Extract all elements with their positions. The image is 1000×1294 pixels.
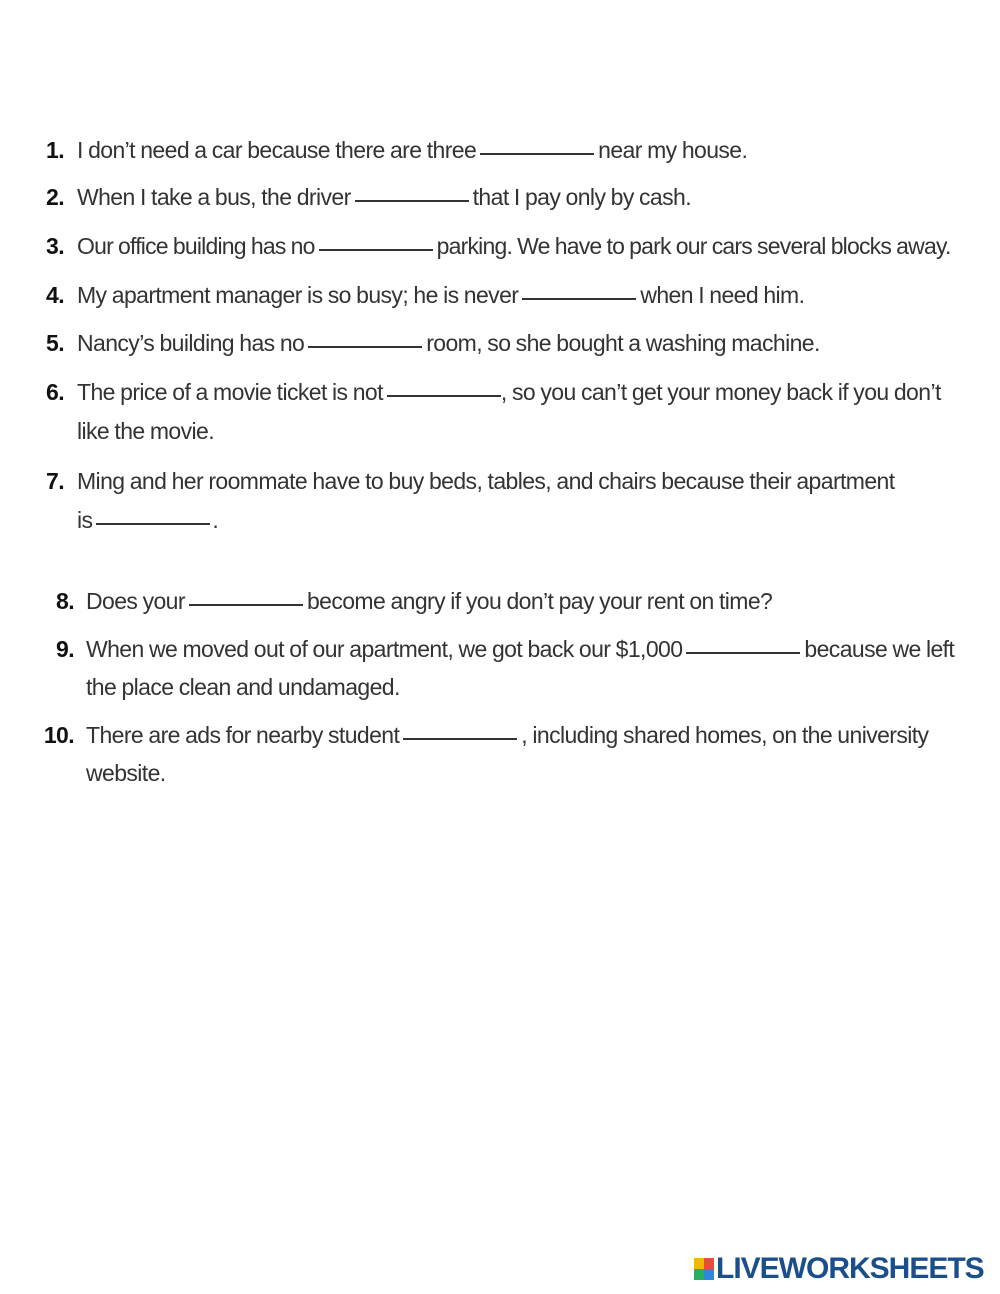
question-text: , so you can’t get your money back if you don’t	[500, 379, 941, 405]
answer-input-7[interactable]	[96, 512, 210, 534]
liveworksheets-logo[interactable]	[694, 1254, 984, 1284]
logo-square-2	[704, 1258, 714, 1269]
question-number: 6.	[46, 379, 64, 405]
question-number: 9.	[56, 636, 74, 662]
question-text-continued: website.	[86, 760, 166, 786]
answer-input-6[interactable]	[387, 384, 501, 406]
answer-input-10[interactable]	[403, 727, 517, 749]
question-text-continued: is	[77, 507, 93, 533]
answer-input-2[interactable]	[355, 189, 469, 211]
answer-blank-9[interactable]	[686, 630, 800, 654]
question-text: , including shared homes, on the university	[521, 722, 929, 748]
question-text: .	[212, 507, 219, 533]
question-text-continued: the place clean and undamaged.	[86, 674, 400, 700]
question-number: 7.	[46, 468, 64, 494]
answer-input-8[interactable]	[189, 593, 303, 615]
answer-input-4[interactable]	[522, 287, 636, 309]
question-text: Nancy’s building has no	[77, 330, 305, 356]
question-text: that I pay only by cash.	[472, 184, 691, 210]
logo-square-4	[704, 1269, 714, 1280]
logo-square-1	[694, 1258, 704, 1269]
answer-blank-10[interactable]	[403, 716, 517, 740]
question-text: When we moved out of our apartment, we got back our $1,000	[86, 636, 683, 662]
question-text: The price of a movie ticket is not	[77, 379, 383, 405]
answer-input-5[interactable]	[308, 335, 422, 357]
question-text: become angry if you don’t pay your rent on time?	[306, 588, 773, 614]
logo-text: LIVEWORKSHEETS	[716, 1252, 984, 1285]
question-number: 8.	[56, 588, 74, 614]
question-number: 3.	[46, 233, 64, 259]
answer-input-1[interactable]	[480, 142, 594, 164]
question-text: When I take a bus, the driver	[77, 184, 351, 210]
answer-blank-5[interactable]	[308, 324, 422, 348]
question-text: My apartment manager is so busy; he is never	[77, 282, 519, 308]
question-number: 10.	[43, 722, 74, 748]
question-text: near my house.	[598, 137, 748, 163]
question-text: I don’t need a car because there are three	[77, 137, 477, 163]
question-number: 1.	[46, 137, 64, 163]
answer-blank-1[interactable]	[480, 131, 594, 155]
liveworksheets-logo-icon	[694, 1258, 714, 1280]
question-text: parking. We have to park our cars several blocks away.	[436, 233, 951, 259]
question-text: Ming and her roommate have to buy beds, tables, and chairs because their apartment	[77, 468, 895, 494]
question-text: There are ads for nearby student	[86, 722, 400, 748]
question-number: 5.	[46, 330, 64, 356]
answer-blank-3[interactable]	[319, 227, 433, 251]
question-number: 4.	[46, 282, 64, 308]
answer-blank-7[interactable]	[96, 501, 210, 525]
answer-blank-4[interactable]	[522, 276, 636, 300]
answer-blank-8[interactable]	[189, 582, 303, 606]
question-text-continued: like the movie.	[77, 418, 215, 444]
question-text: when I need him.	[640, 282, 805, 308]
question-text: because we left	[804, 636, 955, 662]
question-text: Does your	[86, 588, 185, 614]
question-text: room, so she bought a washing machine.	[426, 330, 820, 356]
question-number: 2.	[46, 184, 64, 210]
answer-input-9[interactable]	[686, 641, 800, 663]
answer-blank-2[interactable]	[355, 178, 469, 202]
answer-input-3[interactable]	[319, 238, 433, 260]
answer-blank-6[interactable]	[387, 373, 501, 397]
logo-square-3	[694, 1269, 704, 1280]
question-text: Our office building has no	[77, 233, 315, 259]
